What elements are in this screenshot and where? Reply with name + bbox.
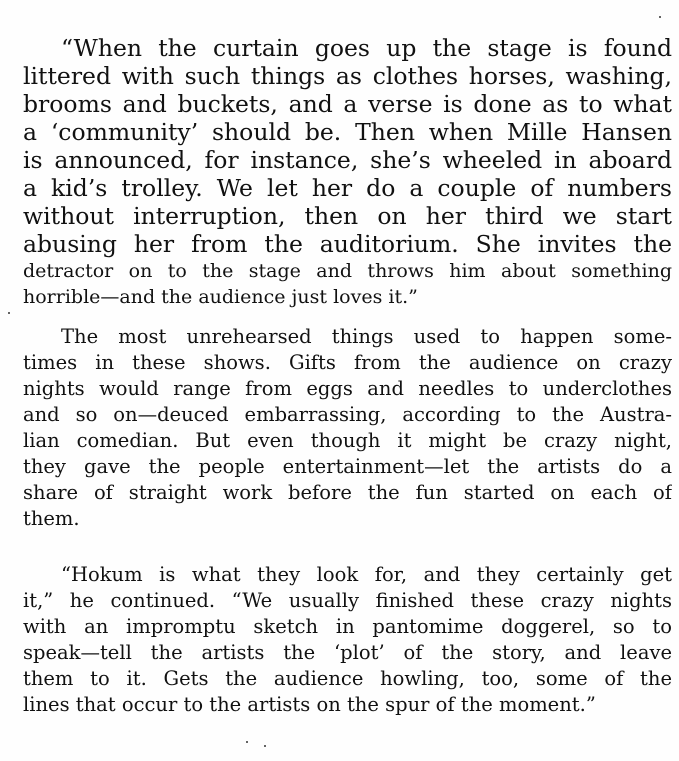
text-line: they gave the people entertainment—let the artists do a: [23, 455, 672, 478]
text-line: a ‘community’ should be. Then when Mille Hansen: [23, 118, 672, 146]
text-line: “Hokum is what they look for, and they certainly get: [61, 563, 672, 586]
text-line: a kid’s trolley. We let her do a couple of numbers: [23, 174, 672, 202]
text-line: “When the curtain goes up the stage is found: [61, 34, 672, 62]
scan-speck: [659, 16, 661, 18]
text-line: brooms and buckets, and a verse is done as to what: [23, 90, 672, 118]
text-line: share of straight work before the fun started on each of: [23, 481, 672, 504]
text-line: horrible—and the audience just loves it.”: [23, 286, 418, 308]
scan-speck: [264, 745, 266, 747]
text-line: speak—tell the artists the ‘plot’ of the story, and leave: [23, 641, 672, 664]
text-line: lian comedian. But even though it might be crazy night,: [23, 429, 672, 452]
text-line: littered with such things as clothes horses, washing,: [23, 62, 672, 90]
text-line: is announced, for instance, she’s wheeled in aboard: [23, 146, 672, 174]
scan-speck: [8, 312, 10, 314]
text-line: them to it. Gets the audience howling, too, some of the: [23, 667, 672, 690]
text-line: it,” he continued. “We usually finished these crazy nights: [23, 589, 672, 612]
text-line: them.: [23, 507, 80, 530]
text-line: and so on—deuced embarrassing, according to the Austra-: [23, 403, 672, 426]
text-line: with an impromptu sketch in pantomime doggerel, so to: [23, 615, 672, 638]
text-line: lines that occur to the artists on the spur of the moment.”: [23, 693, 596, 716]
text-line: without interruption, then on her third we start: [23, 202, 672, 230]
text-line: abusing her from the auditorium. She invites the: [23, 230, 672, 258]
text-line: nights would range from eggs and needles to underclothes: [23, 377, 672, 400]
text-line: The most unrehearsed things used to happen some-: [61, 325, 672, 348]
text-line: detractor on to the stage and throws him about something: [23, 260, 672, 282]
text-line: times in these shows. Gifts from the audience on crazy: [23, 351, 672, 374]
scan-speck: [246, 741, 248, 743]
